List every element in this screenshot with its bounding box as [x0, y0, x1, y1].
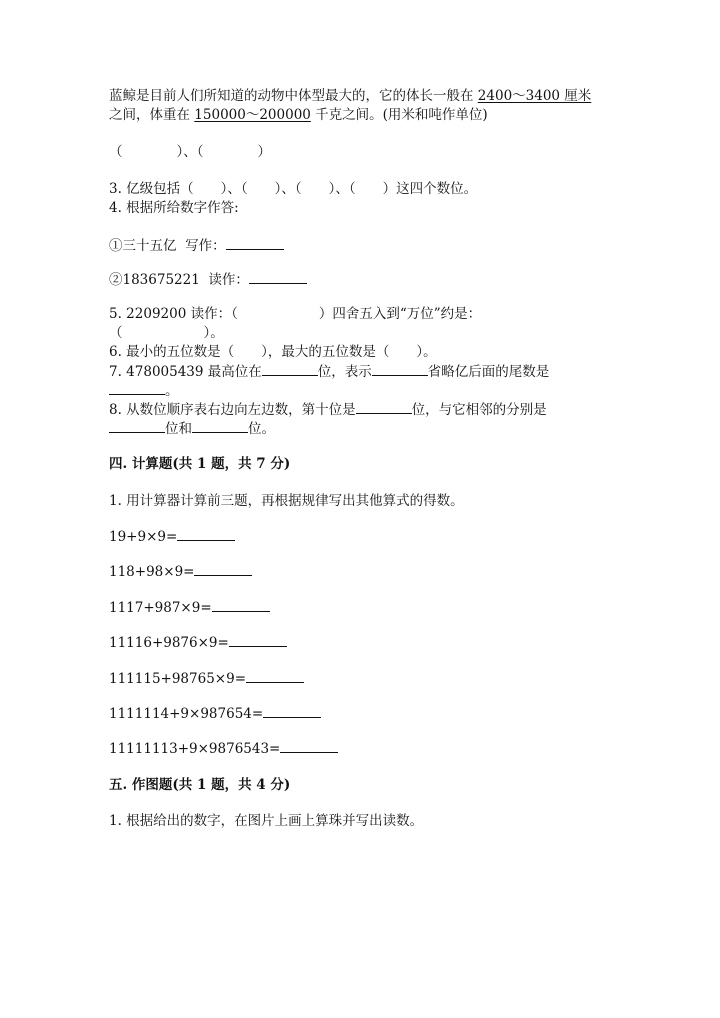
question-8-cont — [109, 419, 275, 438]
q7-text: 省略亿后面的尾数是 — [427, 364, 550, 380]
q8-text: 位和 — [165, 421, 192, 437]
question-3: 3. 亿级包括（ ）、（ ）、（ ）、（ ）这四个数位。 — [109, 181, 478, 197]
question-5-line1: 5. 2209200 读作：（ ）四舍五入到“万位”约是： — [109, 306, 482, 322]
question-4-title: 4. 根据所给数字作答: — [109, 200, 239, 216]
section-4-instruction: 1. 用计算器计算前三题，再根据规律写出其他算式的得数。 — [109, 493, 464, 509]
whale-problem-line2 — [109, 106, 488, 124]
weight-range: 150000～200000 — [194, 107, 311, 123]
answer-blank[interactable] — [356, 400, 412, 414]
answer-blank[interactable] — [109, 381, 165, 395]
answer-blank[interactable] — [263, 704, 321, 718]
q8-text: 8. 从数位顺序表右边向左边数，第十位是 — [109, 402, 356, 418]
equation-row — [109, 562, 252, 581]
whale-text-3: 千克之间。(用米和吨作单位) — [310, 107, 488, 123]
q4-item1-label: ①三十五亿 写作： — [109, 238, 226, 254]
q8-text: 位。 — [248, 421, 275, 437]
section-5-heading: 五. 作图题(共 1 题，共 4 分) — [109, 777, 291, 793]
answer-blank[interactable] — [109, 419, 165, 433]
equation-row — [109, 669, 304, 688]
equation-text: 111115+98765×9= — [109, 671, 247, 687]
answer-blank[interactable] — [280, 739, 338, 753]
whale-text-2: 之间，体重在 — [109, 107, 195, 123]
answer-blank[interactable] — [249, 270, 307, 284]
answer-blank[interactable] — [192, 419, 248, 433]
question-4-item1 — [109, 236, 284, 255]
answer-blank[interactable] — [226, 236, 284, 250]
q7-text: 7. 478005439 最高位在 — [109, 364, 262, 380]
length-range: 2400～3400 厘米 — [477, 88, 592, 104]
whale-problem-line1 — [109, 87, 591, 105]
question-4-item2 — [109, 270, 307, 289]
question-5-line2: （ ）。 — [109, 325, 224, 341]
answer-blank[interactable] — [262, 362, 318, 376]
question-8 — [109, 400, 547, 419]
equation-text: 118+98×9= — [109, 564, 195, 580]
equation-row — [109, 527, 235, 546]
equation-row — [109, 633, 287, 652]
equation-text: 1117+987×9= — [109, 600, 212, 616]
answer-blank[interactable] — [229, 633, 287, 647]
equation-row — [109, 704, 321, 723]
q7-text: 位，表示 — [317, 364, 372, 380]
section-5-instruction: 1. 根据给出的数字，在图片上画上算珠并写出读数。 — [109, 813, 424, 829]
answer-blank[interactable] — [194, 562, 252, 576]
answer-blank[interactable] — [372, 362, 428, 376]
equation-text: 1111114+9×987654= — [109, 706, 264, 722]
equation-text: 19+9×9= — [109, 529, 178, 545]
answer-blank[interactable] — [212, 598, 270, 612]
equation-text: 11116+9876×9= — [109, 635, 229, 651]
question-6: 6. 最小的五位数是（ ），最大的五位数是（ ）。 — [109, 344, 437, 360]
section-4-heading: 四. 计算题(共 1 题，共 7 分) — [109, 456, 291, 472]
q7-text: 。 — [165, 383, 179, 399]
equation-row — [109, 739, 338, 758]
answer-blank[interactable] — [246, 669, 304, 683]
equation-text: 11111113+9×9876543= — [109, 741, 281, 757]
question-7-cont — [109, 381, 179, 400]
equation-row — [109, 598, 270, 617]
whale-text: 蓝鲸是目前人们所知道的动物中体型最大的，它的体长一般在 — [109, 88, 478, 104]
whale-answer-blanks[interactable]: （ ）、（ ） — [109, 144, 271, 160]
q4-item2-label: ②183675221 读作： — [109, 272, 249, 288]
q8-text: 位，与它相邻的分别是 — [411, 402, 547, 418]
question-7 — [109, 362, 549, 381]
answer-blank[interactable] — [177, 527, 235, 541]
